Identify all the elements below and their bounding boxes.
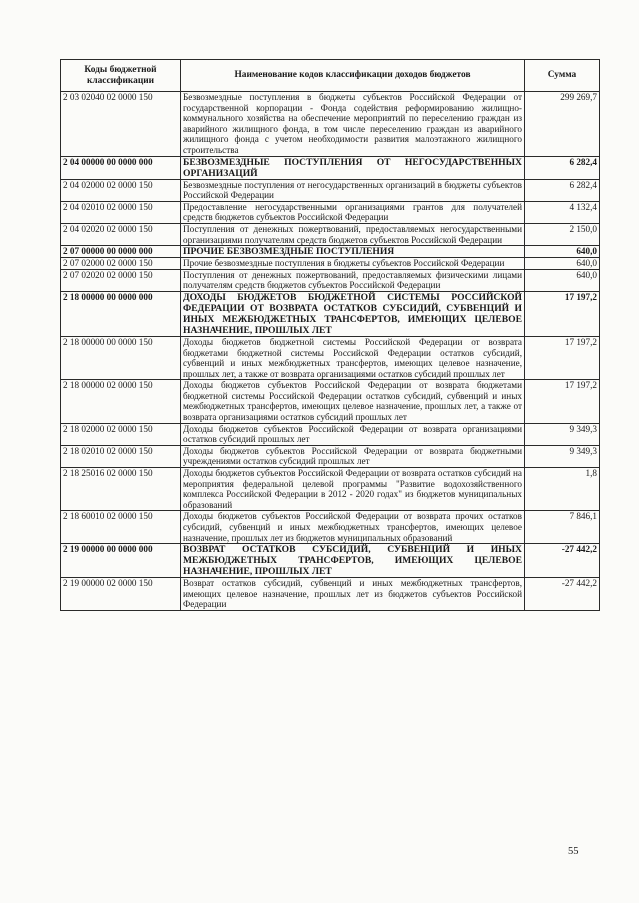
table-row xyxy=(61,92,600,157)
header-code: Коды бюджетной классификации xyxy=(61,60,181,92)
cell-code: 2 19 00000 02 0000 150 xyxy=(61,578,181,611)
cell-name: Доходы бюджетов субъектов Российской Федерации от возврата бюджетами бюджетной системы Российской Федерации остатков субсидий, субвенций и иных межбюджетных трансфертов, имеющих целевое назначение, прошлых лет, а также от возврата организациями остатков субсидий прошлых лет xyxy=(181,380,525,423)
cell-sum: 17 197,2 xyxy=(525,336,600,379)
table-row xyxy=(61,468,600,511)
cell-code: 2 18 00000 00 0000 000 xyxy=(61,291,181,336)
cell-name: БЕЗВОЗМЕЗДНЫЕ ПОСТУПЛЕНИЯ ОТ НЕГОСУДАРСТВЕННЫХ ОРГАНИЗАЦИЙ xyxy=(181,156,525,179)
cell-name: Безвозмездные поступления в бюджеты субъектов Российской Федерации от государственной корпорации - Фонда содействия реформированию жилищно-коммунального хозяйства на обеспечение мероприятий по переселению граждан из аварийного жилищного фонда, в том числе переселению граждан из аварийного жилищного фонда с учетом необходимости развития малоэтажного жилищного строительства xyxy=(181,92,525,157)
cell-sum: 7 846,1 xyxy=(525,511,600,544)
cell-name: Доходы бюджетов субъектов Российской Федерации от возврата организациями остатков субсидий прошлых лет xyxy=(181,423,525,445)
cell-sum: 6 282,4 xyxy=(525,156,600,179)
budget-classification-table xyxy=(60,59,600,611)
table-row xyxy=(61,336,600,379)
cell-sum: 640,0 xyxy=(525,258,600,270)
cell-code: 2 18 60010 02 0000 150 xyxy=(61,511,181,544)
table-row xyxy=(61,179,600,201)
cell-name: Поступления от денежных пожертвований, предоставляемых физическими лицами получателям средств бюджетов субъектов Российской Федерации xyxy=(181,269,525,291)
cell-code: 2 18 00000 02 0000 150 xyxy=(61,380,181,423)
header-sum: Сумма xyxy=(525,60,600,92)
table-row xyxy=(61,269,600,291)
cell-name: ДОХОДЫ БЮДЖЕТОВ БЮДЖЕТНОЙ СИСТЕМЫ РОССИЙСКОЙ ФЕДЕРАЦИИ ОТ ВОЗВРАТА ОСТАТКОВ СУБСИДИЙ, СУБВЕНЦИЙ И ИНЫХ МЕЖБЮДЖЕТНЫХ ТРАНСФЕРТОВ, ИМЕЮЩИХ ЦЕЛЕВОЕ НАЗНАЧЕНИЕ, ПРОШЛЫХ ЛЕТ xyxy=(181,291,525,336)
table-row xyxy=(61,246,600,258)
table-row xyxy=(61,291,600,336)
cell-name: Поступления от денежных пожертвований, предоставляемых негосударственными организациями получателям средств бюджетов субъектов Российской Федерации xyxy=(181,223,525,245)
cell-name: Доходы бюджетов субъектов Российской Федерации от возврата остатков субсидий на мероприятия федеральной целевой программы "Развитие водохозяйственного комплекса Российской Федерации в 2012 - 2020 годах" из бюджетов муниципальных образований xyxy=(181,468,525,511)
table-row xyxy=(61,578,600,611)
cell-name: ВОЗВРАТ ОСТАТКОВ СУБСИДИЙ, СУБВЕНЦИЙ И ИНЫХ МЕЖБЮДЖЕТНЫХ ТРАНСФЕРТОВ, ИМЕЮЩИХ ЦЕЛЕВОЕ НАЗНАЧЕНИЕ, ПРОШЛЫХ ЛЕТ xyxy=(181,544,525,578)
cell-code: 2 18 00000 00 0000 150 xyxy=(61,336,181,379)
table-row xyxy=(61,223,600,245)
table-row xyxy=(61,445,600,467)
table-row xyxy=(61,380,600,423)
cell-code: 2 03 02040 02 0000 150 xyxy=(61,92,181,157)
table-header xyxy=(61,60,600,92)
cell-sum: 17 197,2 xyxy=(525,380,600,423)
cell-sum: 9 349,3 xyxy=(525,445,600,467)
table-row xyxy=(61,544,600,578)
cell-sum: 640,0 xyxy=(525,246,600,258)
cell-name: Безвозмездные поступления от негосударственных организаций в бюджеты субъектов Российской Федерации xyxy=(181,179,525,201)
cell-sum: 640,0 xyxy=(525,269,600,291)
cell-sum: 9 349,3 xyxy=(525,423,600,445)
cell-code: 2 04 02020 02 0000 150 xyxy=(61,223,181,245)
cell-code: 2 07 00000 00 0000 000 xyxy=(61,246,181,258)
page-number: 55 xyxy=(568,846,579,857)
cell-sum: 6 282,4 xyxy=(525,179,600,201)
cell-name: Возврат остатков субсидий, субвенций и иных межбюджетных трансфертов, имеющих целевое назначение, прошлых лет из бюджетов субъектов Российской Федерации xyxy=(181,578,525,611)
table-row xyxy=(61,258,600,270)
table-row xyxy=(61,423,600,445)
cell-sum: 2 150,0 xyxy=(525,223,600,245)
cell-name: Предоставление негосударственными организациями грантов для получателей средств бюджетов субъектов Российской Федерации xyxy=(181,201,525,223)
cell-sum: -27 442,2 xyxy=(525,578,600,611)
table-row xyxy=(61,201,600,223)
cell-name: Доходы бюджетов бюджетной системы Российской Федерации от возврата бюджетами бюджетной системы Российской Федерации остатков субсидий, субвенций и иных межбюджетных трансфертов, имеющих целевое назначение, прошлых лет, а также от возврата организациями остатков субсидий прошлых лет xyxy=(181,336,525,379)
cell-sum: 299 269,7 xyxy=(525,92,600,157)
cell-code: 2 04 02010 02 0000 150 xyxy=(61,201,181,223)
cell-code: 2 07 02000 02 0000 150 xyxy=(61,258,181,270)
cell-name: ПРОЧИЕ БЕЗВОЗМЕЗДНЫЕ ПОСТУПЛЕНИЯ xyxy=(181,246,525,258)
cell-name: Прочие безвозмездные поступления в бюджеты субъектов Российской Федерации xyxy=(181,258,525,270)
cell-code: 2 07 02020 02 0000 150 xyxy=(61,269,181,291)
cell-code: 2 04 00000 00 0000 000 xyxy=(61,156,181,179)
table-row xyxy=(61,511,600,544)
cell-code: 2 04 02000 02 0000 150 xyxy=(61,179,181,201)
cell-sum: -27 442,2 xyxy=(525,544,600,578)
cell-sum: 1,8 xyxy=(525,468,600,511)
cell-code: 2 18 02000 02 0000 150 xyxy=(61,423,181,445)
cell-sum: 17 197,2 xyxy=(525,291,600,336)
cell-code: 2 19 00000 00 0000 000 xyxy=(61,544,181,578)
table-body xyxy=(61,92,600,611)
table-row xyxy=(61,156,600,179)
header-row xyxy=(61,60,600,92)
header-name: Наименование кодов классификации доходов бюджетов xyxy=(181,60,525,92)
cell-name: Доходы бюджетов субъектов Российской Федерации от возврата бюджетными учреждениями остатков субсидий прошлых лет xyxy=(181,445,525,467)
cell-name: Доходы бюджетов субъектов Российской Федерации от возврата прочих остатков субсидий, субвенций и иных межбюджетных трансфертов, имеющих целевое назначение, прошлых лет из бюджетов муниципальных образований xyxy=(181,511,525,544)
cell-code: 2 18 25016 02 0000 150 xyxy=(61,468,181,511)
cell-code: 2 18 02010 02 0000 150 xyxy=(61,445,181,467)
cell-sum: 4 132,4 xyxy=(525,201,600,223)
